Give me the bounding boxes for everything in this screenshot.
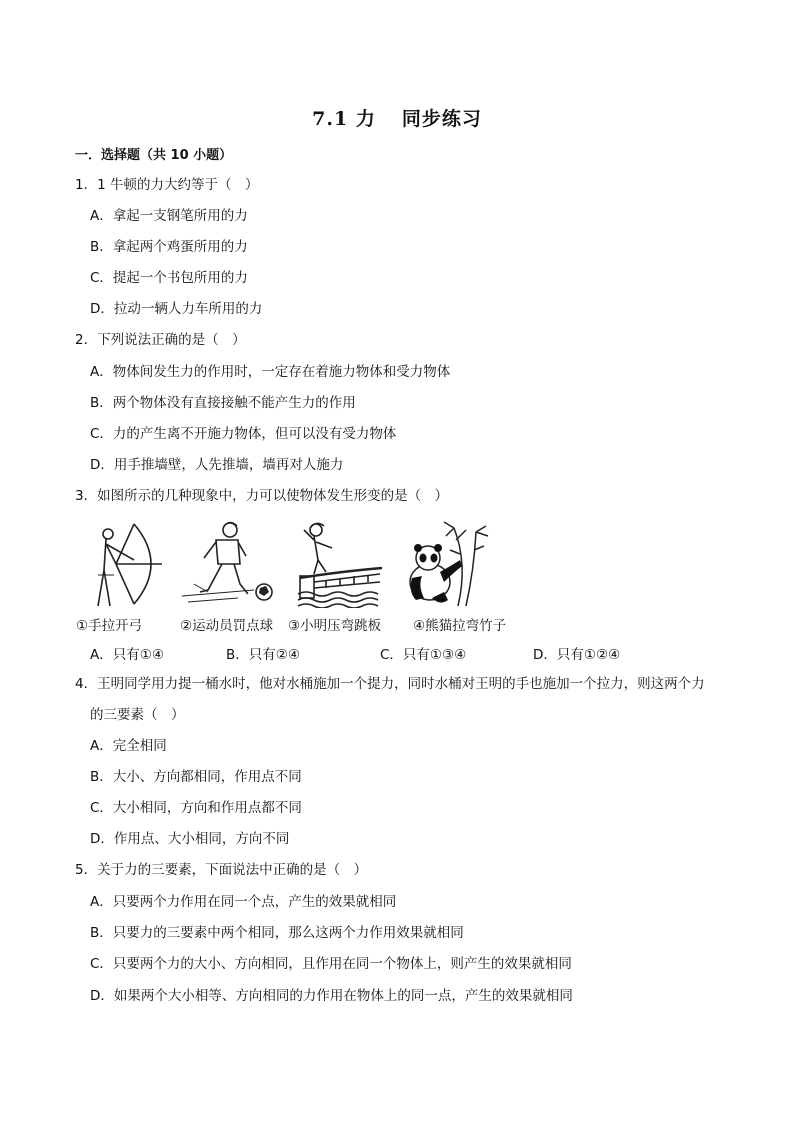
- q1-option-a: A．拿起一支钢笔所用的力: [90, 208, 248, 224]
- q4-stem-line2: 的三要素（ ）: [90, 707, 185, 723]
- q2-stem: 2．下列说法正确的是（ ）: [75, 332, 246, 348]
- q4-option-a: A．完全相同: [90, 738, 167, 754]
- q5-option-a: A．只要两个力作用在同一个点，产生的效果就相同: [90, 894, 397, 910]
- q5-option-d: D．如果两个大小相等、方向相同的力作用在物体上的同一点，产生的效果就相同: [90, 988, 573, 1004]
- title-part2: 同步练习: [401, 108, 482, 130]
- archer-figure: [76, 520, 166, 608]
- q3-option-b: B．只有②④: [226, 647, 300, 663]
- q1-option-d: D．拉动一辆人力车所用的力: [90, 301, 263, 317]
- q2-option-a: A．物体间发生力的作用时，一定存在着施力物体和受力物体: [90, 364, 451, 380]
- q4-option-c: C．大小相同，方向和作用点都不同: [90, 800, 302, 816]
- q1-stem: 1．1 牛顿的力大约等于（ ）: [75, 177, 259, 193]
- q5-option-c: C．只要两个力的大小、方向相同，且作用在同一个物体上，则产生的效果就相同: [90, 956, 572, 972]
- q1-option-c: C．提起一个书包所用的力: [90, 270, 248, 286]
- penalty-kick-figure: [178, 520, 276, 608]
- q3-caption-2: ②运动员罚点球: [180, 618, 274, 634]
- section-heading: 一．选择题（共 10 小题）: [75, 148, 233, 163]
- q3-option-a: A．只有①④: [90, 647, 164, 663]
- panda-bamboo-figure: [404, 520, 494, 608]
- q5-option-b: B．只要力的三要素中两个相同，那么这两个力作用效果就相同: [90, 925, 464, 941]
- q4-stem-line1: 4．王明同学用力提一桶水时，他对水桶施加一个提力，同时水桶对王明的手也施加一个拉力，则这两个力: [75, 676, 705, 692]
- q5-stem: 5．关于力的三要素，下面说法中正确的是（ ）: [75, 862, 368, 878]
- title-part1: 7.1 力: [312, 108, 376, 130]
- diving-board-figure: [296, 520, 384, 608]
- q3-stem: 3．如图所示的几种现象中，力可以使物体发生形变的是（ ）: [75, 488, 449, 504]
- page-title: [0, 104, 794, 131]
- q3-figures: [76, 520, 516, 610]
- q2-option-c: C．力的产生离不开施力物体，但可以没有受力物体: [90, 426, 397, 442]
- q2-option-d: D．用手推墙壁，人先推墙，墙再对人施力: [90, 457, 344, 473]
- q3-option-c: C．只有①③④: [380, 647, 467, 663]
- q4-option-b: B．大小、方向都相同，作用点不同: [90, 769, 302, 785]
- q3-option-d: D．只有①②④: [533, 647, 621, 663]
- q1-option-b: B．拿起两个鸡蛋所用的力: [90, 239, 248, 255]
- q2-option-b: B．两个物体没有直接接触不能产生力的作用: [90, 395, 356, 411]
- q4-option-d: D．作用点、大小相同，方向不同: [90, 831, 290, 847]
- q3-caption-3: ③小明压弯跳板: [288, 618, 382, 634]
- q3-caption-4: ④熊猫拉弯竹子: [413, 618, 507, 634]
- q3-caption-1: ①手拉开弓: [76, 618, 143, 634]
